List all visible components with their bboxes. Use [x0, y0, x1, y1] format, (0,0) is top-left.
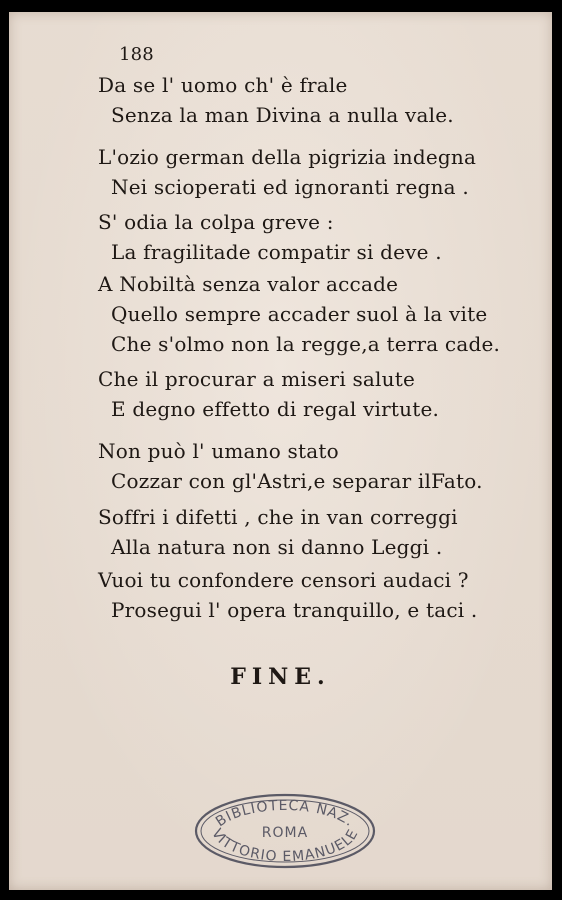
verse-line: La fragilitade compatir si deve . [111, 240, 442, 264]
couplet-2 [98, 142, 528, 202]
fine-heading: FINE. [230, 664, 331, 690]
couplet-4 [98, 269, 528, 359]
stamp-text-middle: ROMA [261, 825, 309, 841]
verse-line: Nei scioperati ed ignoranti regna . [111, 175, 469, 199]
verse-line: S' odia la colpa greve : [98, 210, 334, 234]
library-stamp [192, 791, 378, 871]
couplet-1 [98, 70, 528, 130]
verse-line: Quello sempre accader suol à la vite [111, 302, 488, 326]
couplet-3 [98, 207, 528, 267]
stamp-text-top: BIBLIOTECA NAZ. [213, 797, 358, 831]
verse-line: Cozzar con gl'Astri,e separar ilFato. [111, 469, 483, 493]
verse-line: Soffri i difetti , che in van correggi [98, 505, 458, 529]
couplet-8 [98, 565, 528, 625]
couplet-7 [98, 502, 528, 562]
verse-line: Vuoi tu confondere censori audaci ? [98, 568, 469, 592]
verse-line: Alla natura non si danno Leggi . [111, 535, 443, 559]
couplet-6 [98, 436, 528, 496]
verse-line: Che s'olmo non la regge,a terra cade. [111, 332, 501, 356]
stamp-text-bottom: VITTORIO EMANUELE [208, 826, 362, 866]
verse-line: A Nobiltà senza valor accade [98, 272, 399, 296]
verse-line: L'ozio german della pigrizia indegna [98, 145, 477, 169]
couplet-5 [98, 364, 528, 424]
page-number: 188 [119, 44, 154, 65]
verse-line: Da se l' uomo ch' è frale [98, 73, 348, 97]
book-page [9, 12, 552, 890]
verse-line: Prosegui l' opera tranquillo, e taci . [111, 598, 478, 622]
verse-line: E degno effetto di regal virtute. [111, 397, 440, 421]
stamp-graphic [192, 791, 378, 871]
verse-line: Che il procurar a miseri salute [98, 367, 416, 391]
verse-line: Non può l' umano stato [98, 439, 339, 463]
verse-line: Senza la man Divina a nulla vale. [111, 103, 454, 127]
